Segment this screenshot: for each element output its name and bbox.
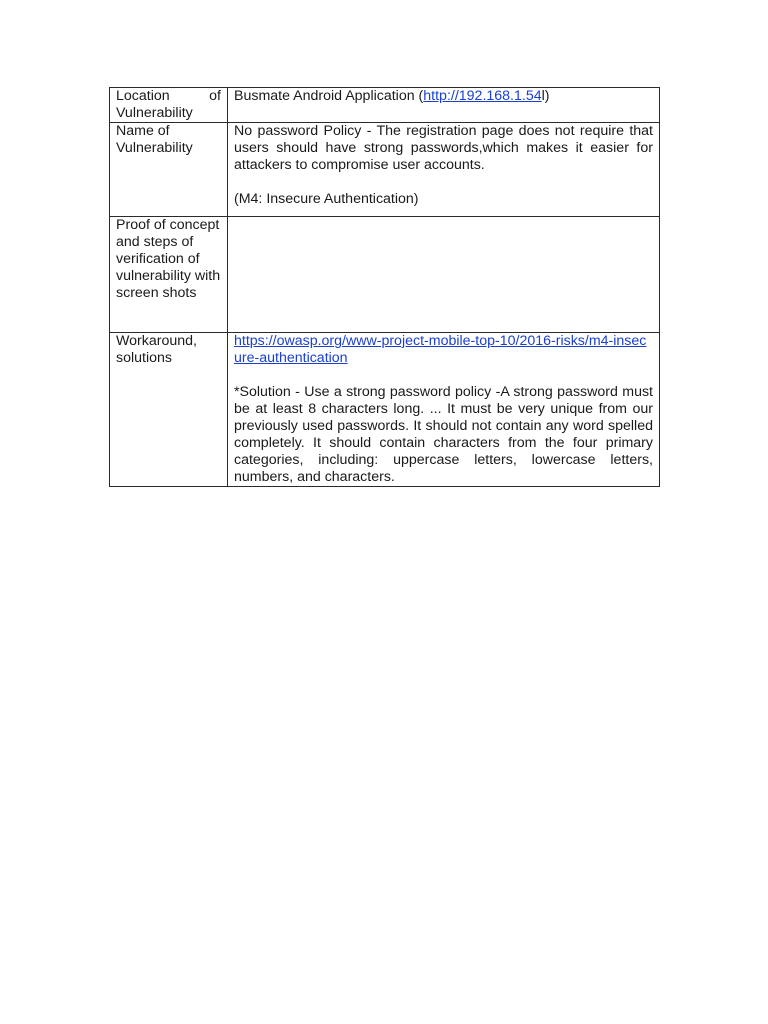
table-row-name (110, 123, 660, 217)
solution-text: *Solution - Use a strong password policy -A strong password must be at least 8 characters long. ... It must be very unique from our previously used passwords. It should not contain any word spelled completely. It should contain characters from the four primary categories, including: uppercase letters, lowercase letters, numbers, and characters. (234, 384, 653, 485)
location-after-link: l (541, 88, 545, 104)
paragraph-gap (234, 174, 653, 191)
table-row-location (110, 88, 660, 123)
table-row-workaround (110, 333, 660, 487)
location-label (110, 88, 228, 123)
vulnerability-category: (M4: Insecure Authentication) (234, 191, 419, 207)
proof-content (228, 217, 660, 333)
workaround-label-text: Workaround, solutions (116, 333, 197, 366)
location-label-text: Location of Vulnerability (116, 88, 221, 121)
name-label-text: Name of Vulnerability (116, 123, 193, 156)
location-content (228, 88, 660, 123)
vulnerability-description: No password Policy - The registration page does not require that users should have strong passwords,which makes it easier for attackers to compromise user accounts. (234, 123, 653, 173)
location-prefix: Busmate Android Application ( (234, 88, 424, 104)
owasp-link[interactable]: https://owasp.org/www-project-mobile-top-10/2016-risks/m4-insecure-authentication (234, 333, 647, 366)
vulnerability-table (109, 87, 660, 487)
name-label (110, 123, 228, 217)
location-suffix: ) (544, 88, 550, 104)
table-row-proof (110, 217, 660, 333)
paragraph-gap (234, 367, 653, 384)
location-link[interactable]: http://192.168.1.54 (423, 88, 542, 104)
name-content (228, 123, 660, 217)
proof-label-text: Proof of concept and steps of verification of vulnerability with screen shots (116, 217, 221, 301)
workaround-label (110, 333, 228, 487)
proof-label (110, 217, 228, 333)
workaround-content (228, 333, 660, 487)
